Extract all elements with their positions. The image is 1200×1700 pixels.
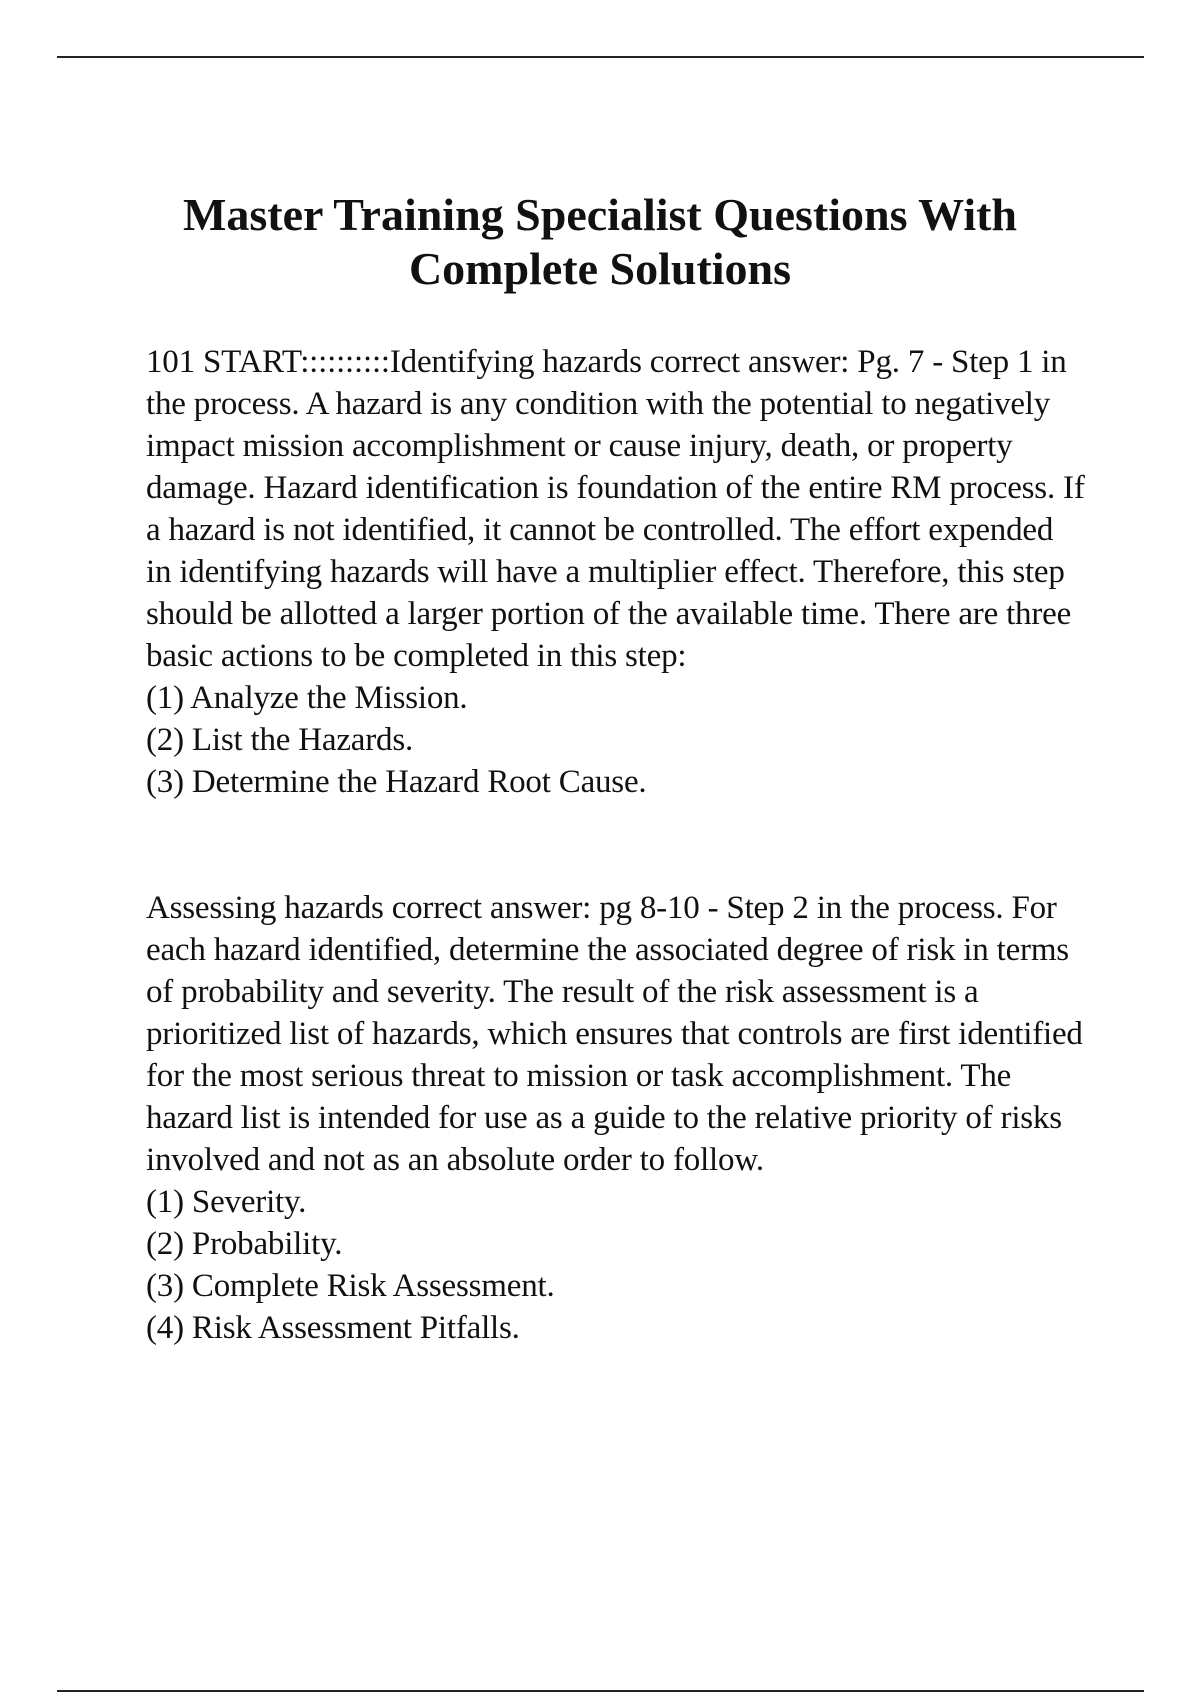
page-title bbox=[100, 188, 1100, 296]
question-assessing-hazards bbox=[146, 887, 1086, 1349]
step-actions-list bbox=[146, 677, 1086, 803]
top-divider bbox=[57, 56, 1144, 58]
list-item: (1) Severity. bbox=[146, 1184, 307, 1220]
list-item: (2) Probability. bbox=[146, 1226, 343, 1262]
list-item: (4) Risk Assessment Pitfalls. bbox=[146, 1310, 520, 1346]
title-line-2: Complete Solutions bbox=[408, 243, 792, 294]
list-item: (3) Complete Risk Assessment. bbox=[146, 1268, 555, 1304]
list-item: (2) List the Hazards. bbox=[146, 722, 414, 758]
answer-paragraph: 101 START::::::::::Identifying hazards correct answer: Pg. 7 - Step 1 in the process. A hazard is any condition with the potential to negatively impact mission accomplishment or cause injury, death, or property damage. Hazard identification is foundation of the entire RM process. If a hazard is not identified, it cannot be controlled. The effort expended in identifying hazards will have a multiplier effect. Therefore, this step should be allotted a larger portion of the available time. There are three basic actions to be completed in this step: bbox=[146, 344, 1085, 674]
list-item: (3) Determine the Hazard Root Cause. bbox=[146, 764, 647, 800]
list-item: (1) Analyze the Mission. bbox=[146, 680, 468, 716]
step-actions-list bbox=[146, 1181, 1086, 1349]
question-identifying-hazards bbox=[146, 341, 1086, 803]
bottom-divider bbox=[57, 1690, 1144, 1692]
answer-paragraph: Assessing hazards correct answer: pg 8-10 - Step 2 in the process. For each hazard identified, determine the associated degree of risk in terms of probability and severity. The result of the risk assessment is a prioritized list of hazards, which ensures that controls are first identified for the most serious threat to mission or task accomplishment. The hazard list is intended for use as a guide to the relative priority of risks involved and not as an absolute order to follow. bbox=[146, 890, 1083, 1178]
title-line-1: Master Training Specialist Questions With bbox=[182, 189, 1018, 240]
